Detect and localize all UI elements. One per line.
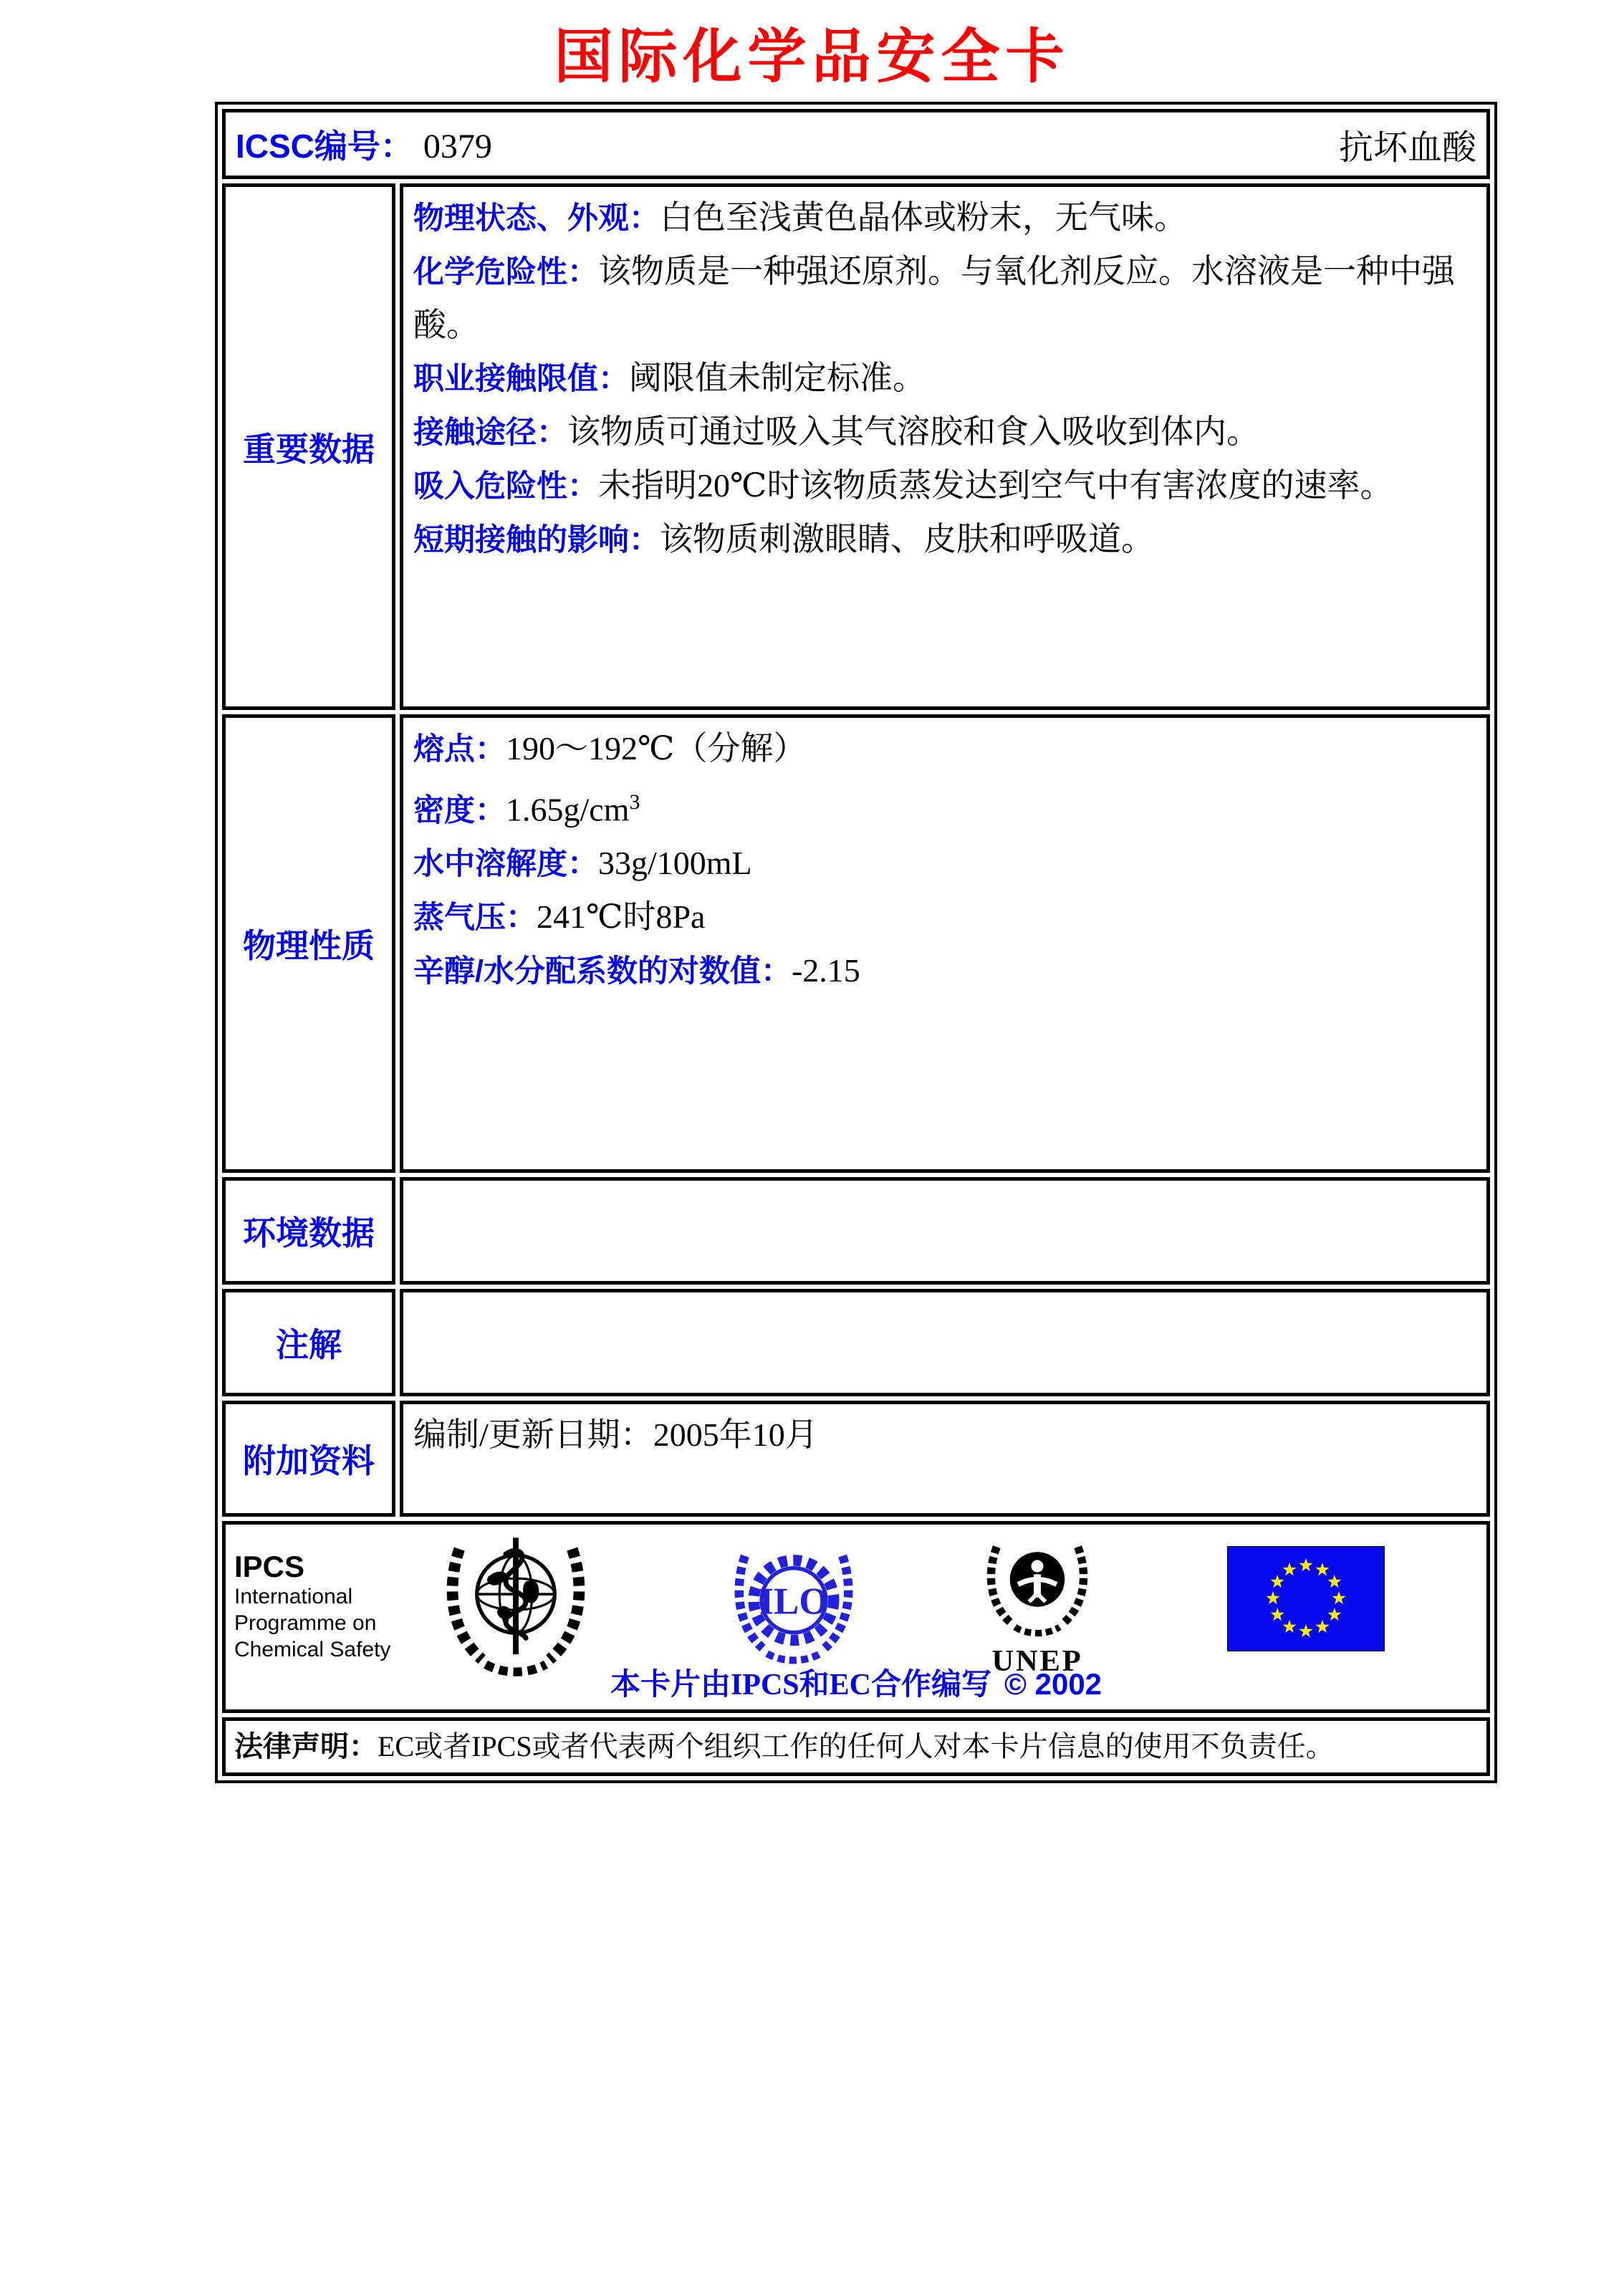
field-line: [413, 513, 1476, 567]
eu-flag-icon: [1227, 1546, 1385, 1651]
unep-logo-icon: [976, 1535, 1098, 1678]
field-label: 接触途径：: [413, 416, 567, 450]
additional-info-content: [400, 1401, 1490, 1517]
unep-label: UNEP: [991, 1644, 1083, 1678]
field-value: 白色至浅黄色晶体或粉末，无气味。: [660, 199, 1187, 236]
notes-content: [400, 1289, 1490, 1396]
important-data-row: [222, 183, 1490, 710]
ipcs-subtitle-line: Chemical Safety: [234, 1638, 391, 1661]
icsc-number-value: 0379: [423, 128, 492, 165]
environmental-data-row: [222, 1177, 1490, 1285]
field-label: 化学危险性：: [413, 255, 598, 289]
field-value: 190～192℃（分解）: [506, 730, 807, 767]
important-data-content: [400, 183, 1490, 710]
copyright-text: © 2002: [1004, 1667, 1102, 1701]
field-label: 辛醇/水分配系数的对数值：: [413, 954, 792, 989]
additional-info-row: [222, 1401, 1490, 1517]
page-title: 国际化学品安全卡: [554, 24, 1070, 90]
ilo-letters: ILO: [759, 1580, 829, 1623]
section-label-physical-properties: 物理性质: [222, 714, 395, 1173]
legal-statement: [234, 1729, 1478, 1764]
field-line: [413, 722, 1476, 776]
credit-text: 本卡片由IPCS和EC合作编写: [610, 1669, 991, 1702]
field-label: 吸入危险性：: [413, 469, 598, 504]
who-logo-icon: [441, 1529, 591, 1681]
field-value: 该物质是一种强还原剂。与氧化剂反应。水溶液是一种中强酸。: [413, 253, 1455, 343]
legal-label: 法律声明：: [234, 1731, 378, 1762]
field-label: 水中溶解度：: [413, 847, 598, 882]
field-line: [413, 406, 1476, 459]
field-value: 该物质刺激眼睛、皮肤和呼吸道。: [660, 521, 1154, 557]
field-value: 阈限值未制定标准。: [629, 360, 926, 396]
ipcs-title: IPCS: [234, 1550, 305, 1583]
field-value: -2.15: [791, 952, 860, 989]
icsc-number-label: ICSC编号：: [236, 128, 413, 165]
field-line: [413, 776, 1476, 837]
field-line: [413, 245, 1476, 352]
field-value: 33g/100mL: [598, 845, 752, 882]
field-label: 编制/更新日期：: [413, 1416, 653, 1453]
icsc-table: [218, 105, 1494, 1780]
field-label: 职业接触限值：: [413, 362, 629, 396]
field-line: [413, 837, 1476, 891]
ipcs-subtitle-line: International: [234, 1585, 353, 1608]
legal-row: [222, 1717, 1490, 1776]
field-value: 1.65g/cm: [506, 791, 630, 828]
physical-properties-row: [222, 714, 1490, 1173]
section-label-notes: 注解: [222, 1289, 395, 1396]
field-line: [413, 191, 1476, 245]
field-label: 密度：: [413, 793, 506, 828]
icsc-number-group: [236, 120, 492, 168]
legal-text: EC或者IPCS或者代表两个组织工作的任何人对本卡片信息的使用不负责任。: [378, 1730, 1335, 1762]
field-line: [413, 1409, 1476, 1462]
field-line: [413, 944, 1476, 998]
credit-line: [226, 1661, 1486, 1704]
notes-row: [222, 1289, 1490, 1396]
field-label: 短期接触的影响：: [413, 523, 660, 557]
field-value: 2005年10月: [653, 1416, 818, 1453]
field-label: 熔点：: [413, 732, 506, 767]
ipcs-text-block: [234, 1550, 390, 1663]
field-line: [413, 352, 1476, 406]
section-label-important-data: 重要数据: [222, 183, 395, 710]
section-label-additional-info: 附加资料: [222, 1401, 395, 1517]
field-value: 该物质可通过吸入其气溶胶和食入吸收到体内。: [567, 413, 1259, 450]
chemical-name: 抗坏血酸: [1338, 128, 1476, 167]
physical-properties-content: [400, 714, 1490, 1173]
field-value-superscript: 3: [629, 790, 640, 814]
ilo-logo-icon: [727, 1540, 860, 1674]
field-value: 未指明20℃时该物质蒸发达到空气中有害浓度的速率。: [598, 467, 1393, 504]
field-label: 物理状态、外观：: [413, 201, 660, 236]
environmental-data-content: [400, 1177, 1490, 1285]
field-line: [413, 891, 1476, 944]
field-value: 241℃时8Pa: [537, 898, 706, 936]
ipcs-subtitle-line: Programme on: [234, 1611, 377, 1635]
field-label: 蒸气压：: [413, 901, 537, 936]
icsc-card: [215, 102, 1497, 1783]
logos-row: [222, 1521, 1490, 1713]
header-row: [222, 109, 1490, 179]
section-label-environmental-data: 环境数据: [222, 1177, 395, 1285]
field-line: [413, 459, 1476, 513]
